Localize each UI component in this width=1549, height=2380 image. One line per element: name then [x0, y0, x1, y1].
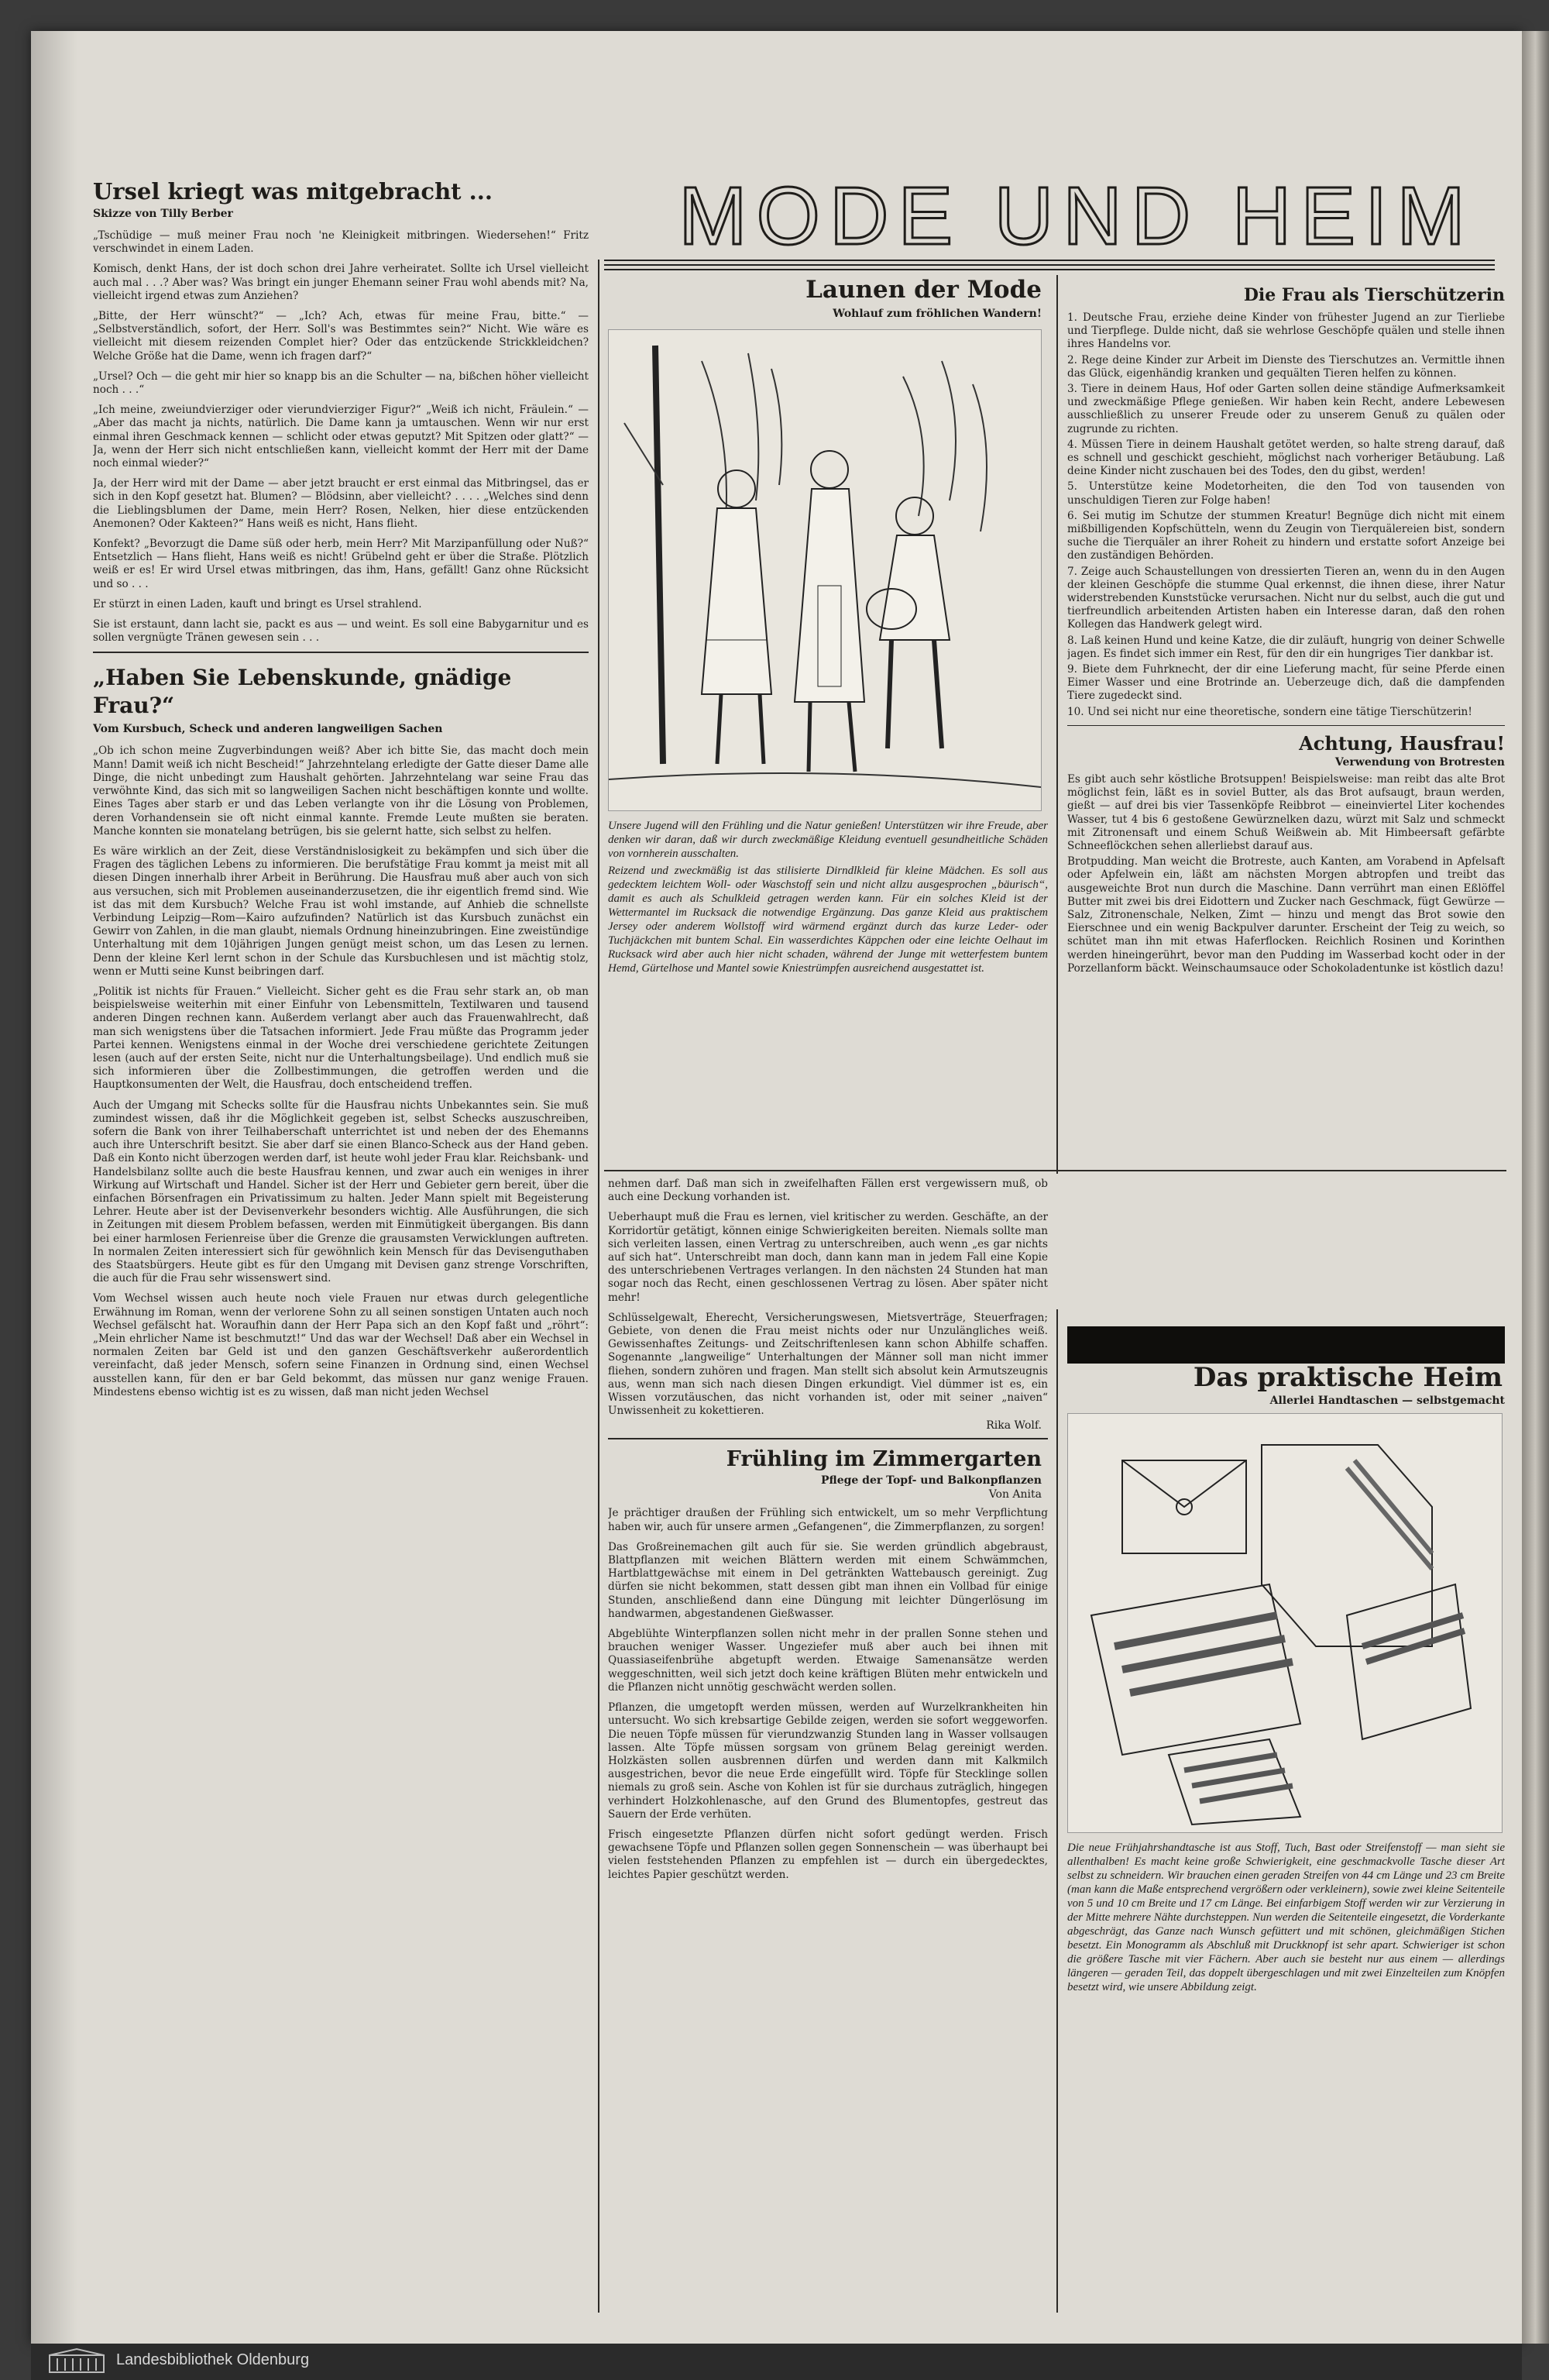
subtitle-zimmergarten: Pflege der Topf- und Balkonpflanzen	[821, 1474, 1042, 1488]
list-item: 1. Deutsche Frau, erziehe deine Kinder von frühester Jugend an zur Tierliebe und Tierpflege. Dulde nicht, daß sie wehrlose Geschöpfe quälen und stelle ihnen ihres Handelns vor.	[1067, 311, 1505, 351]
paragraph: Vom Wechsel wissen auch heute noch viele Frauen nur etwas durch gelegentliche Erwähnung im Roman, wenn der verlorene Sohn zu all seinen sonstigen Untaten auch noch Wechsel gefälscht hat. Woraufhin dann der Herr Papa sich an den Kopf faßt und „röhrt“: „Mein ehrlicher Name ist beschmutzt!“ Und das war der Wechsel! Daß aber ein Wechsel in normalen Zeiten bar Geld ist und den ganzen Geschäftsverkehr außerordentlich vereinfacht, daß jeder Mensch, sofern seine Finanzen in Ordnung sind, einen Wechsel ausstellen kann, für den er bar Geld bekommt, das müssen nur ganz wenige Frauen. Mindestens ebenso wichtig ist es zu wissen, daß man nicht jeden Wechsel	[93, 1292, 589, 1398]
paragraph: Je prächtiger draußen der Frühling sich entwickelt, um so mehr Verpflichtung haben wir, auch für unsere armen „Gefangenen“, die Zimmerpflanzen, zu sorgen!	[608, 1507, 1048, 1533]
list-item: 9. Biete dem Fuhrknecht, der dir eine Lieferung macht, für seine Pferde einen Eimer Wasser und eine Brotrinde an. Ueberzeuge dich, daß die dampfenden Tiere zugedeckt sind.	[1067, 663, 1505, 703]
divider	[1067, 725, 1505, 726]
masthead-rule	[604, 260, 1495, 273]
paragraph: „Ursel? Och — die geht mir hier so knapp bis an die Schulter — na, bißchen höher vielleicht noch . . .“	[93, 370, 589, 397]
article-title-ursel: Ursel kriegt was mitgebracht ...	[93, 178, 493, 205]
divider	[93, 652, 589, 653]
page-edge	[1522, 31, 1549, 2344]
mid-column-top	[608, 275, 1048, 1166]
divider	[608, 1438, 1048, 1439]
right-column-top	[1067, 285, 1505, 1319]
paragraph: Komisch, denkt Hans, der ist doch schon drei Jahre verheiratet. Sollte ich Ursel vielleicht auch mal . . .? Aber was? Was bringt ein junger Ehemann seiner Frau wohl abends mit? Na, vielleicht irgend etwas zum Anziehen?	[93, 263, 589, 302]
paragraph: Sie ist erstaunt, dann lacht sie, packt es aus — und weint. Es soll eine Babygarnitur und es sollen vergnügte Tränen gewesen sein . . .	[93, 618, 589, 645]
paragraph: „Ich meine, zweiundvierziger oder vierundvierziger Figur?“ „Weiß ich nicht, Fräulein.“ — „Aber das macht ja nichts, natürlich. Die Dame kann ja umtauschen. Wenn wir nur erst einmal ihren Geschmack kennen — schlicht oder etwas geputzt? Mit Spitzen oder glatt?“ — Ja, wenn der Herr sich nicht entschließen kann, vielleicht kommt der Herr mit der Dame noch einmal wieder?“	[93, 404, 589, 470]
article-title-lebenskunde: „Haben Sie Lebenskunde, gnädige Frau?“	[93, 665, 512, 719]
byline-ursel: Skizze von Tilly Berber	[93, 208, 233, 220]
section-banner	[1067, 1326, 1505, 1364]
paragraph: Schlüsselgewalt, Eherecht, Versicherungswesen, Mietsverträge, Steuerfragen; Gebiete, von denen die Frau meist nichts oder nur Unzulängliches weiß. Gewissenhaftes Zeitungs- und Zeitschriftenlesen kann schon Abhilfe schaffen. Sogenannte „langweilige“ Unterhaltungen der Männer soll man nicht immer fliehen, sondern zuhören und fragen. Man stellt sich absolut kein Armutszeugnis aus, wenn man sich nach diesen Dingen erkundigt. Viel dümmer ist es, ein Wissen vorzutäuschen, das nicht vorhanden ist, oder mit seiner „naiven“ Unwissenheit zu kokettieren.	[608, 1311, 1048, 1418]
paragraph: Brotpudding. Man weicht die Brotreste, auch Kanten, am Vorabend in Apfelsaft oder Apfelwein ein, läßt am nächsten Morgen abtropfen und treibt das ausgeweichte Brot nun durch die Maschine. Dann verrührt man einen Eßlöffel Butter mit zwei bis drei Eidottern und Zucker nach Geschmack, fügt Gewürze — Salz, Zitronenschale, Nelken, Zimt — hinzu und mengt das Brot sowie den Eierschnee und ein wenig Backpulver darunter. Erscheint der Teig zu weich, so schütet man ihn mit etwas Haferflocken. Reichlich Rosinen und Korinthen werden hineingerührt, bevor man den Pudding im Wasserbad kocht oder in der Porzellanform bäckt. Weinschaumsauce oder Schokoladentunke ist köstlich dazu!	[1067, 855, 1505, 975]
section-title-heim: Das praktische Heim	[1193, 1362, 1503, 1393]
list-item: 10. Und sei nicht nur eine theoretische, sondern eine tätige Tierschützerin!	[1067, 705, 1472, 718]
column-rule-1	[598, 260, 599, 2313]
caption-mode: Unsere Jugend will den Frühling und die Natur genießen! Unterstützen wir ihre Freude, aber denken wir daran, daß wir durch zweckmäßige Kleidung eventuell gesundheitliche Schäden von vornherein ausschalten.	[608, 820, 1048, 860]
wanderers-drawing-icon	[609, 330, 1041, 810]
paragraph: Auch der Umgang mit Schecks sollte für die Hausfrau nichts Unbekanntes sein. Sie muß zumindest wissen, daß ihr die Möglichkeit gegeben ist, selbst Schecks auszuschreiben, sofern die Bank von ihrer Teilhaberschaft unterrichtet ist und neben der des Ehemanns auch ihre Unterschrift besitzt. Sie aber darf sie einen Blanco-Scheck aus der Hand geben. Daß ein Konto nicht überzogen werden darf, ist heute wohl jeder Frau klar. Reichsbank- und Handelsbilanz sollte auch die beste Hausfrau kennen, und zwar auch ein weniges in ihrer Wirkung auf Wirtschaft und Handel. Sicher ist der Herr und Gebieter gern bereit, über die einfachen Börsenfragen ein Privatissimum zu halten. Jeder Mann spielt mit Begeisterung Lehrer. Heute aber ist der Devisenverkehr besonders wichtig. Alle Ausführungen, die sich in Zeitungen mit diesem Problem befassen, werden mit Einmütigkeit übergangen. Bis dann bei einer harmlosen Ferienreise über die Grenze die grausamsten Verwicklungen auftreten. In normalen Zeiten interessiert sich für gewöhnlich kein Mensch für das Devisenguthaben des Staatsbürgers. Heute gibt es für den Umgang mit Devisen ganz strenge Vorschriften, die auch für die Frau sehr wissenswert sind.	[93, 1099, 589, 1285]
right-column-bottom	[1067, 1395, 1505, 2309]
list-item: 4. Müssen Tiere in deinem Haushalt getötet werden, so halte streng darauf, daß es schnell und geschickt geschieht, möglichst nach vorheriger Betäubung. Laß deine Kinder nicht zuschauen bei des Todes, den du gibst, werden!	[1067, 438, 1505, 478]
paragraph: „Bitte, der Herr wünscht?“ — „Ich? Ach, etwas für meine Frau, bitte.“ — „Selbstverständlich, sofort, der Herr. Soll's was Bestimmtes sein?“ Nicht. Wie wäre es vielleicht mit diesem reizenden Complet hier? Oder das entzückende Strickkleidchen? Welche Größe hat die Dame, wenn ich fragen darf?“	[93, 310, 589, 363]
paragraph: Das Großreinemachen gilt auch für sie. Sie werden gründlich abgebraust, Blattpflanzen mit weichen Blättern werden mit einem Schwämmchen, Hartblattgewächse mit einem in Del getränkten Wattebausch gereinigt. Zug dürfen sie nicht bekommen, statt dessen gibt man ihnen ein Vollbad für einige Stunden, anschließend dann eine Düngung mit leichter Düngerlösung im handwarmen, abgestandenen Gießwasser.	[608, 1540, 1048, 1620]
fashion-illustration	[608, 329, 1042, 811]
paragraph: „Politik ist nichts für Frauen.“ Vielleicht. Sicher geht es die Frau sehr stark an, ob man beispielsweise weiterhin mit einer Einfuhr von Lebensmitteln, Textilwaren und tausend anderen Dingen rechnen kann. Außerdem verlangt aber auch das Frauenwahlrecht, daß man sich wenigstens über die Tatsachen informiert. Jede Frau müßte das Programm jeder Partei kennen. Wenigstens einmal in der Woche drei verschiedene gerichtete Zeitungen lesen (auch auf der ersten Seite, nicht nur die Unterhaltungsbeilage). Und endlich muß sie sich informieren über die Zollbestimmungen, die getroffen werden und die Hauptkonsumenten der Welt, die Hausfrau, doch entscheidend treffen.	[93, 985, 589, 1092]
paragraph: Es wäre wirklich an der Zeit, diese Verständnislosigkeit zu bekämpfen und sich über die Fragen des täglichen Lebens zu informieren. Die berufstätige Frau kommt ja meist mit all diesen Dingen innerhalb ihrer Arbeit in Berührung. Die Hausfrau muß aber auch von sich aus versuchen, sich mit Problemen auseinanderzusetzen, die ihr eigentlich fremd sind. Wie ist das mit dem Kursbuch? Welche Frau ist wohl imstande, auf Anhieb die schnellste Verbindung Leipzig—Rom—Kairo aufzufinden? Natürlich ist das Kursbuch zunächst ein Gewirr von Zahlen, in die man glaubt, niemals Ordnung hineinzubringen. Eine zweistündige Unterhaltung mit dem 10jährigen Jungen genügt meist schon, um das Lesen zu lernen. Denn der kleine Kerl lernt schon in der Schule das Kursbuchlesen und ist mächtig stolz, wenn er Mutti seine Kunst beibringen darf.	[93, 844, 589, 978]
subtitle-mode: Wohlauf zum fröhlichen Wandern!	[833, 308, 1042, 320]
paragraph: Ja, der Herr wird mit der Dame — aber jetzt braucht er erst einmal das Mitbringsel, das er sich in den Kopf gesetzt hat. Blumen? — Blödsinn, aber vielleicht? . . . . „Welches sind denn die Lieblingsblumen der Dame, mein Herr? Rosen, Nelken, hier diese entzückenden Anemonen? Oder Kakteen?“ Hans weiß es nicht, Hans flieht.	[93, 477, 589, 530]
column-rule-3	[1056, 1309, 1058, 2313]
paragraph: Frisch eingesetzte Pflanzen dürfen nicht sofort gedüngt werden. Frisch gewachsene Töpfe und Pflanzen sollen gegen Sonnenschein — was überhaupt bei vielen feststehenden Pflanzen zu empfehlen ist — durch ein übergedecktes, leichtes Papier geschützt werden.	[608, 1828, 1048, 1881]
mid-column-bottom	[608, 1178, 1048, 2309]
author-anita: Von Anita	[988, 1488, 1042, 1501]
footer-library-name: Landesbibliothek Oldenburg	[116, 2351, 310, 2368]
paragraph: „Tschüdige — muß meiner Frau noch 'ne Kleinigkeit mitbringen. Wiedersehen!“ Fritz verschwindet in einem Laden.	[93, 229, 589, 256]
list-item: 7. Zeige auch Schaustellungen von dressierten Tieren an, wenn du in den Augen der kleinen Geschöpfe die stumme Qual erkennst, die ihnen diese, ihrer Natur widerstrebenden Kunststücke verursachen. Nicht nur du selbst, auch die gut und tierfreundlich arbeitenden Artisten haben ein Interesse daran, daß den rohen Kollegen das Handwerk gelegt wird.	[1067, 565, 1505, 631]
list-item: 2. Rege deine Kinder zur Arbeit im Dienste des Tierschutzes an. Vermittle ihnen das Glück, eigenhändig kranken und gequälten Tieren helfen zu können.	[1067, 353, 1505, 380]
column-rule-2	[1056, 275, 1058, 1174]
paragraph: Er stürzt in einen Laden, kauft und bringt es Ursel strahlend.	[93, 597, 422, 610]
paragraph: Es gibt auch sehr köstliche Brotsuppen! Beispielsweise: man reibt das alte Brot möglichst fein, läßt es in soviel Butter, als das Brot aufsaugt, braun werden, gießt — auf drei bis vier Tassenköpfe Reibbrot — eineinviertel Liter kochendes Wasser, tut 4 bis 6 gestoßene Gewürznelken dazu, würzt mit Salz und schmeckt mit Zitronensaft und einem Schuß Weißwein ab. Mit Himbeersaft gefärbte Schneeflöckchen sehen allerliebst darauf aus.	[1067, 772, 1505, 852]
byline-lebenskunde: Vom Kursbuch, Scheck und anderen langweiligen Sachen	[93, 723, 443, 736]
list-item: 3. Tiere in deinem Haus, Hof oder Garten sollen deine ständige Aufmerksamkeit und zweckmäßige Pflege genießen. Wir haben kein Recht, andere Lebewesen ausschließlich zu unserer Freude oder zu unserem Genuß zu quälen oder zugrunde zu richten.	[1067, 383, 1505, 435]
article-title-zimmergarten: Frühling im Zimmergarten	[726, 1447, 1042, 1472]
handbags-drawing-icon	[1068, 1414, 1502, 1832]
article-title-mode: Launen der Mode	[805, 276, 1042, 304]
paragraph: Pflanzen, die umgetopft werden müssen, werden auf Wurzelkrankheiten hin untersucht. Wo sich krebsartige Gebilde zeigen, werden sie sofort weggeworfen. Die neuen Töpfe müssen für vierundzwanzig Stunden lang in Wasser vollsaugen lassen. Alte Töpfe müssen sorgsam von grünem Belag gereinigt werden. Holzkästen sollen ausbrennen dürfen und werden dann mit Kalkmilch ausgestrichen, bevor die neue Erde eingefüllt wird. Töpfe für Stecklinge sollen niemals zu groß sein. Asche von Kohlen ist für sie durchaus zuträglich, hingegen verhindert Holzkohlenasche, auf den Grund des Blumentopfes, gestreut das Sauern der Erde verhüten.	[608, 1701, 1048, 1821]
paragraph: Konfekt? „Bevorzugt die Dame süß oder herb, mein Herr? Mit Marzipanfüllung oder Nuß?“ Entsetzlich — Hans flieht, Hans weiß es nicht! Grübelnd geht er über die Straße. Plötzlich weiß er es! Er wird Ursel etwas mitbringen, das ihm, Hans, gefällt! Ganz ohne Rücksicht und so . . .	[93, 538, 589, 590]
subtitle-heim: Allerlei Handtaschen — selbstgemacht	[1269, 1395, 1505, 1407]
paragraph: Abgeblühte Winterpflanzen sollen nicht mehr in der prallen Sonne stehen und brauchen weniger Wasser. Ungeziefer muß aber auch bei ihnen mit Quassiaseifenbrühe abgetupft werden. Etwaige Samenansätze werden weggeschnitten, weil sich jetzt doch keine kräftigen Blüten mehr entwickeln und die Pflanzen nicht unnötig geschwächt werden sollen.	[608, 1628, 1048, 1694]
left-column	[93, 178, 589, 2316]
paragraph: nehmen darf. Daß man sich in zweifelhaften Fällen erst vergewissern muß, ob auch eine Deckung vorhanden ist.	[608, 1178, 1048, 1204]
article-title-tierschutz: Die Frau als Tierschützerin	[1243, 285, 1505, 305]
caption-heim: Die neue Frühjahrshandtasche ist aus Stoff, Tuch, Bast oder Streifenstoff — man sieht sie allenthalben! Es macht keine große Schwierigkeit, eine geschmackvolle Tasche dieser Art selbst zu schneidern. Wir brauchen einen geraden Streifen von 44 cm Länge und 23 cm Breite (man kann die Maße entsprechend vergrößern oder verkleinern), sowie zwei kleine Seitenteile von 5 und 10 cm Breite und 17 cm Länge. Bei einfarbigem Stoff werden wir zur Verzierung in der Mitte mehrere Nähte durchsteppen. Nun werden die Seitenteile eingesetzt, die Vorderkante abgeschrägt, das Ganze nach Wunsch gefüttert und mit schönen, gleichmäßigen Stichen besetzt. Ein Monogramm als Abschluß mit Druckknopf ist sehr apart. Schwieriger ist schon die größere Tasche mit vier Fächern. Aber auch sie besteht nur aus einem — allerdings längeren — geraden Teil, das doppelt übergeschlagen und mit zwei Einzelteilen zum Knöpfen besetzt wird, wie unsere Abbildung zeigt.	[1067, 1842, 1505, 1993]
article-title-achtung: Achtung, Hausfrau!	[1299, 731, 1505, 755]
caption-mode: Reizend und zweckmäßig ist das stilisierte Dirndlkleid für kleine Mädchen. Es soll aus gedecktem leichtem Woll- oder Waschstoff sein und nicht allzu ausgesprochen „bäurisch“, damit es auch als Schulkleid getragen werden kann. Für ein solches Kleid ist der Wettermantel im Rucksack die notwendige Ergänzung. Das ganze Kleid aus praktischem Jersey oder anderem Wollstoff wird wärmend ergänzt durch das kurze Leder- oder Tuchjäckchen mit buntem Schal. Ein wasserdichtes Käppchen oder eine leichte Oelhaut im Rucksack wird aber auch hier nicht schaden, während der Junge mit wetterfestem buntem Hemd, Gürtelhose und Mantel sowie Kniestrümpfen ausreichend ausgestattet ist.	[608, 865, 1048, 975]
handbag-illustration	[1067, 1413, 1503, 1833]
author-rika: Rika Wolf.	[986, 1419, 1042, 1432]
list-item: 5. Unterstütze keine Modetorheiten, die den Tod von tausenden von unschuldigen Tieren zur Folge haben!	[1067, 480, 1505, 507]
list-item: 6. Sei mutig im Schutze der stummen Kreatur! Begnüge dich nicht mit einem mißbilligenden Kopfschütteln, wenn du Zeugin von Tierquälereien bist, sondern suche die Tierquäler an ihrer Roheit zu hindern und erstatte sofort Anzeige bei den zuständigen Behörden.	[1067, 509, 1505, 562]
masthead-title: MODE UND HEIM	[678, 170, 1475, 262]
paragraph: Ueberhaupt muß die Frau es lernen, viel kritischer zu werden. Geschäfte, an der Korridortür getätigt, können einige Schwierigkeiten bereiten. Niemals sollte man sich verleiten lassen, einen Vertrag zu unterschreiben, auch wenn „es gar nichts auf sich hat“. Unterschreibt man doch, dann kann man in jedem Fall eine Kopie des unterschriebenen Vertrages verlangen. In den nächsten 24 Stunden hat man sogar noch das Recht, einen geschlossenen Vertrag zu lösen. Aber später nicht mehr!	[608, 1211, 1048, 1304]
paragraph: „Ob ich schon meine Zugverbindungen weiß? Aber ich bitte Sie, das macht doch mein Mann! Damit weiß ich nicht Bescheid!“ Jahrzehntelang erledigte der Gatte dieser Dame alle Dinge, die nicht unbedingt zum Haushalt gehörten. Jahrzehntelang war seine Frau das verwöhnte Kind, das sich mit so langweiligen Sachen nicht beschäftigen konnte und wollte. Eines Tages aber starb er und das Leben verlangte von ihr die Lösung von Problemen, deren Vorhandensein sie oft nicht einmal kannte. Fremde Leute mußten sie beraten. Manche konnten sie monatelang betrügen, bis sie gelernt hatte, sich selbst zu helfen.	[93, 745, 589, 837]
subtitle-achtung: Verwendung von Brotresten	[1334, 755, 1505, 769]
library-building-icon	[46, 2347, 108, 2375]
list-item: 8. Laß keinen Hund und keine Katze, die dir zuläuft, hungrig von deiner Schwelle jagen. Es findet sich immer ein Rest, für den dir ein hungriges Tier dankbar ist.	[1067, 634, 1505, 660]
